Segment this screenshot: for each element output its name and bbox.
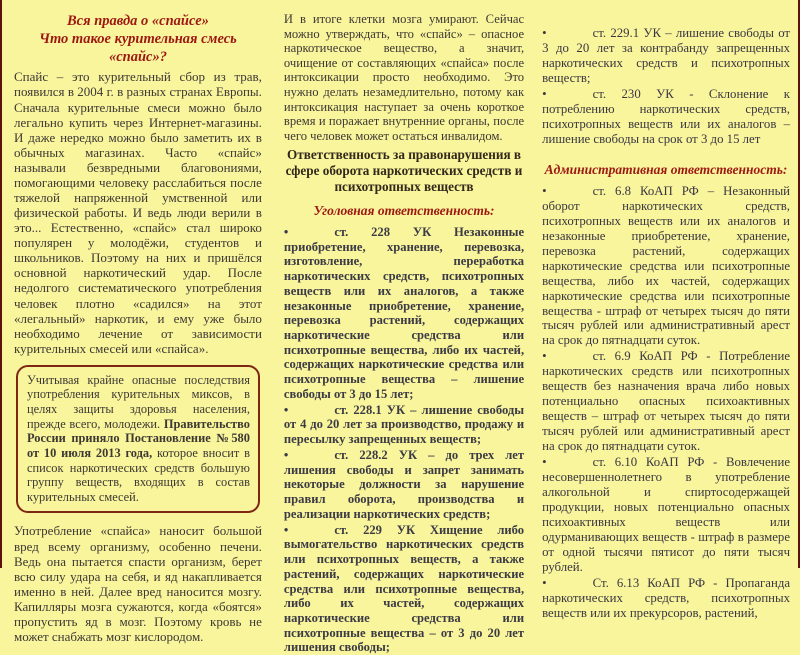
list-item-art-228-1 bbox=[284, 403, 524, 447]
list-item-text: ст. 6.10 КоАП РФ - Вовлечение несовершеннолетнего в употребление алкогольной и спиртосодержащей продукции, новых потенциально опасных психоактивных веществ или одурманивающих веществ - штраф в размере от одной тысячи пятисот до пяти тысяч рублей. bbox=[542, 455, 791, 574]
title-line-2: Что такое курительная смесь «спайс»? bbox=[39, 31, 237, 66]
list-item-art-6-9 bbox=[542, 349, 790, 454]
list-item-art-228-2 bbox=[284, 448, 524, 522]
list-item-art-6-10 bbox=[542, 455, 790, 575]
list-item-text: ст. 6.8 КоАП РФ – Незаконный оборот наркотических средств, психотропных веществ или их аналогов и незаконные приобретение, хранение, перевозка растений, содержащих наркотические средства или психотропные вещества, либо их частей, содержащих наркотические средства или психотропные вещества - штраф от четырех тысяч до пяти тысяч рублей или административный арест на срок до пятнадцати суток. bbox=[542, 183, 791, 348]
intro-paragraph: Спайс – это курительный сбор из трав, появился в 2004 г. в разных странах Европы. Сначала курительные смеси можно было легально купить через Интернет-магазины. И даже нередко можно было заметить их в обычных магазинах. Часто «спайс» называли безвредными благовониями, помогающими человеку расслабиться после тяжелой напряженной умственной или физической работы. И ведь люди верили в это... Естественно, «спайс» стал широко популярен у молодёжи, студентов и школьников. Поэтому на них и пришёлся основной наркотический удар. После недолгого систематического употребления человек плотно «садился» на этот «легальный» наркотик, и ему уже было необходимо лечение от зависимости курительных смесей или «спайса». bbox=[14, 69, 262, 356]
list-item-art-229 bbox=[284, 523, 524, 655]
bullet-mark: • bbox=[283, 447, 289, 462]
list-item-text: ст. 228.2 УК – до трех лет лишения свободы и запрет занимать некоторые должности за нарушение правил оборота, производства и реализации наркотических средств; bbox=[283, 447, 525, 521]
panel-criminal-liability bbox=[283, 12, 528, 655]
harm-paragraph: Употребление «спайса» наносит большой вред всему организму, особенно печени. Ведь она пытается спасти организм, берет всю силу удара на себя, и яд накапливается именно в ней. Далее вред наносится мозгу. Капилляры мозга сужаются, когда «боятся» пропустить яд в мозг. Поэтому кровь не может снабжать мозг кислородом. bbox=[14, 523, 262, 645]
list-item-text: Ст. 6.13 КоАП РФ - Пропаганда наркотических средств, психотропных веществ или их прекурсоров, растений, bbox=[542, 575, 791, 620]
administrative-liability-subheading: Административная ответственность: bbox=[544, 161, 788, 177]
list-item-art-6-13 bbox=[542, 576, 790, 621]
liability-section-heading: Ответственность за правонарушения в сфере оборота наркотических средств и психотропных веществ bbox=[285, 147, 523, 195]
panel-what-is-spice bbox=[14, 12, 268, 645]
decree-text-before: Учитывая крайне опасные последствия употребления курительных миксов, в целях защиты здоровья населения, прежде всего, молодежи. bbox=[27, 372, 250, 431]
government-decree-callout-box bbox=[16, 365, 260, 514]
bullet-mark: • bbox=[542, 455, 547, 470]
bullet-mark: • bbox=[542, 575, 547, 590]
decree-text-after: которое вносит в список наркотических средств большую группу веществ, входящих в состав курительных смесей. bbox=[27, 445, 250, 504]
brain-damage-paragraph: И в итоге клетки мозга умирают. Сейчас можно утверждать, что «спайс» – опасное наркотическое вещество, а значит, очищение от составляющих «спайса» после интоксикации просто необходимо. Это нужно делать незамедлительно, потому как интоксикация наступает за очень короткое время и поражает внутренние органы, после чего человек может остаться инвалидом. bbox=[283, 12, 525, 143]
criminal-liability-subheading: Уголовная ответственность: bbox=[313, 202, 495, 218]
list-item-art-228 bbox=[284, 225, 524, 402]
bullet-mark: • bbox=[542, 86, 547, 101]
list-item-text: ст. 228.1 УК – лишение свободы от 4 до 20 лет за производство, продажу и пересылку запрещенных веществ; bbox=[283, 402, 525, 447]
bullet-mark: • bbox=[542, 26, 547, 40]
list-item-text: ст. 230 УК - Склонение к потреблению наркотических средств, психотропных веществ или их аналогов – лишение свободы на срок от 3 до 15 лет bbox=[542, 86, 791, 146]
bullet-mark: • bbox=[542, 183, 547, 198]
list-item-text: ст. 229.1 УК – лишение свободы от 3 до 20 лет за контрабанду запрещенных наркотических средств и психотропных веществ; bbox=[542, 26, 791, 85]
bullet-mark: • bbox=[283, 522, 289, 537]
list-item-art-6-8 bbox=[542, 184, 790, 349]
bullet-mark: • bbox=[542, 349, 547, 364]
list-item-text: ст. 228 УК Незаконные приобретение, хранение, перевозка, изготовление, переработка наркотических средств, психотропных веществ или их аналогов, а также незаконные приобретение, хранение, перевозка растений, содержащих наркотические средства или психотропные вещества, либо их частей, содержащих наркотические средства или психотропные вещества – лишение свободы от 3 до 15 лет; bbox=[283, 224, 525, 401]
list-item-art-230 bbox=[542, 87, 790, 147]
bullet-mark: • bbox=[283, 224, 289, 239]
list-item-text: ст. 229 УК Хищение либо вымогательство наркотических средств или психотропных веществ, а также растений, содержащих наркотические средства или психотропные вещества, либо их частей, содержащих наркотические средства или психотропные вещества – от 3 до 20 лет лишения свободы; bbox=[283, 522, 525, 655]
list-item-text: ст. 6.9 КоАП РФ - Потребление наркотических средств или психотропных веществ без назначения врача либо новых потенциально опасных психоактивных веществ – штраф от четырех тысяч до пяти тысяч рублей или административный арест на срок до пятнадцати суток. bbox=[542, 349, 791, 454]
decree-text-bold: Правительство России приняло Постановление №580 от 10 июля 2013 года, bbox=[27, 416, 250, 460]
title-line-1: Вся правда о «спайсе» bbox=[67, 13, 209, 29]
list-item-art-229-1 bbox=[542, 26, 790, 86]
bullet-mark: • bbox=[283, 402, 289, 417]
page-left-edge-line bbox=[0, 0, 2, 568]
brochure-title bbox=[14, 12, 262, 66]
panel-administrative-liability bbox=[542, 12, 791, 620]
